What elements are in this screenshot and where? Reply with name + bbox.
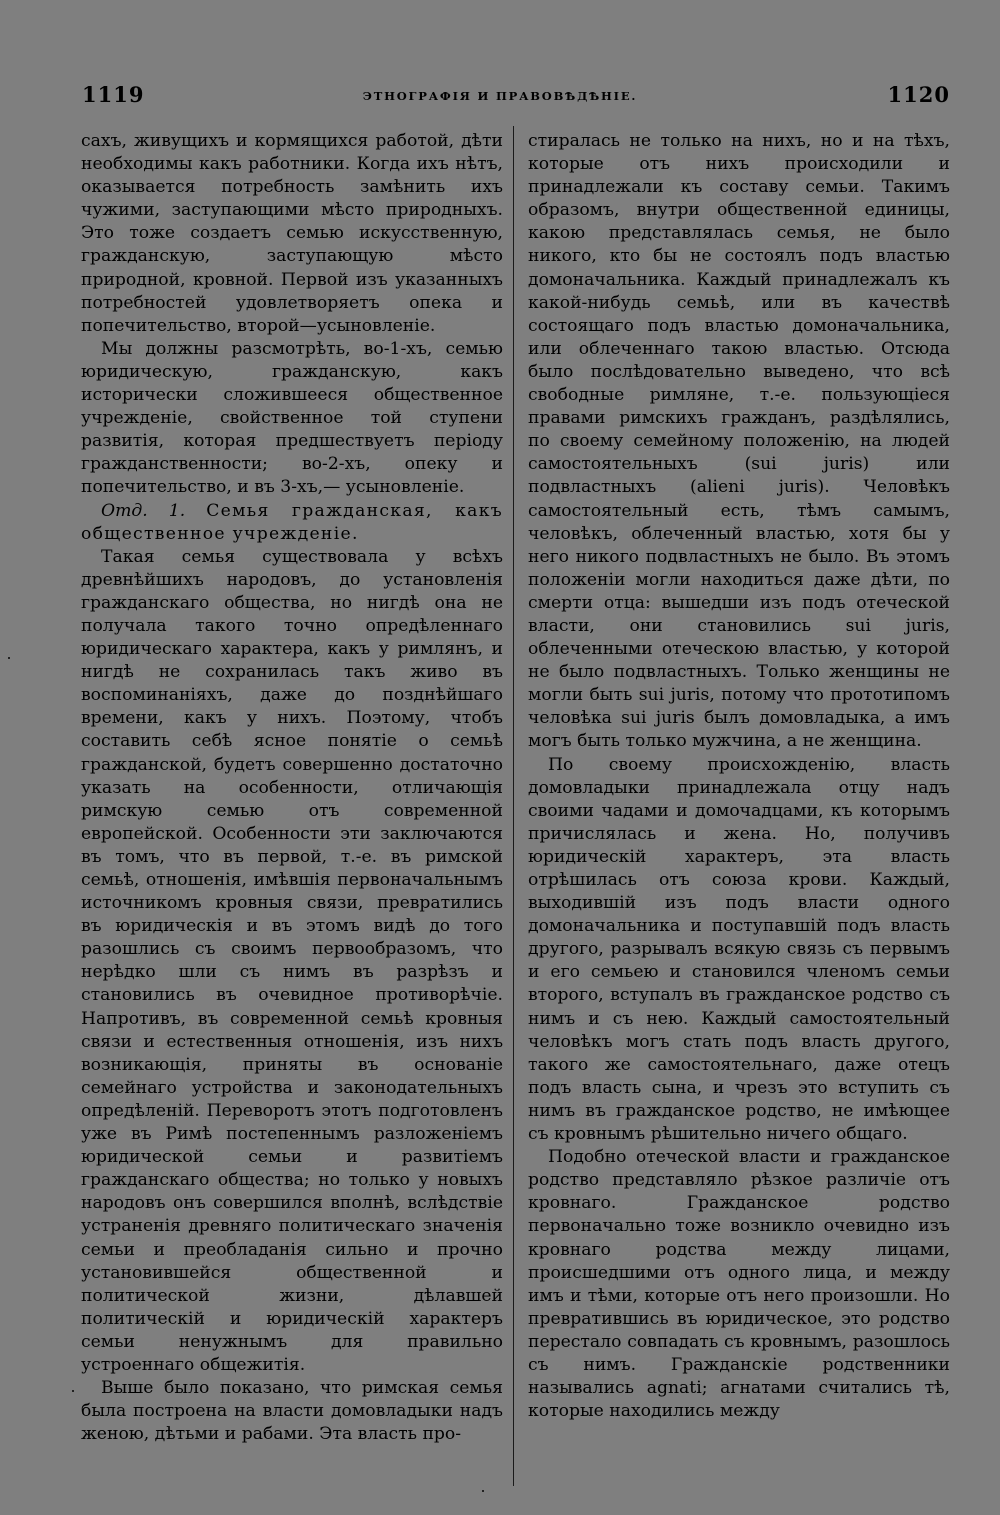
paragraph: стиралась не только на нихъ, но и на тѣхъ, которые отъ нихъ происходили и принадлежали къ составу семьи. Такимъ образомъ, внутри общественной единицы, какою представлялась семья, не было никого, кто бы не состоялъ подъ властью домоначальника. Каждый принадлежалъ къ какой-нибудь семьѣ, или въ качествѣ состоящаго подъ властью домоначальника, или облеченнаго такою властью. Отсюда было послѣдовательно выведено, что всѣ свободные римляне, т.-е. пользующіеся правами римскихъ гражданъ, раздѣлялись, по своему семейному положенію, на людей самостоятельныхъ (sui juris) или подвластныхъ (alieni juris). Человѣкъ самостоятельный есть, тѣмъ самымъ, человѣкъ, облеченный властью, хотя бы у него никого подвластныхъ не было. Въ этомъ положеніи могли находиться даже дѣти, по смерти отца: вышедши изъ подъ отеческой власти, они становились sui juris, облеченными отеческою властью, у которой не было подвластныхъ. Только женщины не могли быть sui juris, потому что прототипомъ человѣка sui juris былъ домовладыка, а имъ могъ быть только мужчина, а не женщина. [528,131,950,752]
page-number-right: 1120 [887,82,950,107]
section-heading [81,500,503,546]
paragraph: Подобно отеческой власти и гражданское родство представляло рѣзкое различіе отъ кровнаго. Гражданское родство первоначально тоже возникло очевидно изъ кровнаго родства между лицами, происшедшими отъ одного лица, и между имъ и тѣми, которые отъ него произошли. Но превратившись въ юридическое, это родство перестало совпадать съ кровнымъ, разошлось съ нимъ. Гражданскіе родственники назывались agnati; агнатами считались тѣ, которые находились между [528,1147,950,1422]
paragraph: Выше было показано, что римская семья была построена на власти домовладыки надъ женою, дѣтьми и рабами. Эта власть про- [81,1378,503,1445]
paragraph: Такая семья существовала у всѣхъ древнѣйшихъ народовъ, до установленія гражданскаго общества, но нигдѣ она не получала такого точно опредѣленнаго юридическаго характера, какъ у римлянъ, и нигдѣ не сохранилась такъ живо въ воспоминаніяхъ, даже до позднѣйшаго времени, какъ у нихъ. Поэтому, чтобъ составить себѣ ясное понятіе о семьѣ гражданской, будетъ совершенно достаточно указать на особенности, отличающія римскую семью отъ современной европейской. Особенности эти заключаются въ томъ, что въ первой, т.-е. въ римской семьѣ, отношенія, имѣвшія первоначальнымъ источникомъ кровныя связи, превратились въ юридическія и въ этомъ видѣ до того разошлись съ своимъ первообразомъ, что нерѣдко шли съ нимъ въ разрѣзъ и становились въ очевидное противорѣчіе. Напротивъ, въ современной семьѣ кровныя связи и естественныя отношенія, изъ нихъ возникающія, приняты въ основаніе семейнаго устройства и законодательныхъ опредѣленій. Переворотъ этотъ подготовленъ уже въ Римѣ постепеннымъ разложеніемъ юридической семьи и развитіемъ гражданскаго общества; но только у новыхъ народовъ онъ совершился вполнѣ, вслѣдствіе устраненія древняго политическаго значенія семьи и преобладанія сильно и прочно установившейся общественной и политической жизни, дѣлавшей политическій и юридическій характеръ семьи ненужнымъ для правильно устроеннаго общежитія. [81,546,503,1375]
left-column [81,130,503,1465]
paragraph: По своему происхожденію, власть домовладыки принадлежала отцу надъ своими чадами и домочадцами, къ которымъ причислялась и жена. Но, получивъ юридическій характеръ, эта власть отрѣшилась отъ союза крови. Каждый, выходившій изъ подъ власти одного домоначальника и поступавшій подъ власть другого, разрывалъ всякую связь съ первымъ и его семьею и становился членомъ семьи второго, вступалъ въ гражданское родство съ нимъ и съ нею. Каждый самостоятельный человѣкъ могъ стать подъ власть другого, такого же самостоятельнаго, даже отецъ подъ власть сына, и чрезъ это вступить съ нимъ въ гражданское родство, не имѣющее съ кровнымъ рѣшительно ничего общаго. [528,754,950,1145]
right-column [528,130,950,1465]
page-header [0,82,1000,112]
page-number-left: 1119 [82,82,145,107]
section-label: Отд. 1. [101,500,186,521]
margin-speck [8,657,10,659]
margin-speck [72,1390,74,1392]
section-title: Семья гражданская, какъ общественное учрежденіе. [81,500,503,544]
paragraph: Мы должны разсмотрѣть, во-1-хъ, семью юридическую, гражданскую, какъ исторически сложившееся общественное учрежденіе, свойственное той ступени развитія, которая предшествуетъ періоду гражданственности; во-2-хъ, опеку и попечительство, и въ 3-хъ,— усыновленіе. [81,338,503,498]
column-divider [513,126,514,1486]
running-title: ЭТНОГРАФІЯ И ПРАВОВѢДѢНІЕ. [362,89,638,103]
margin-speck [482,1490,484,1492]
paragraph: сахъ, живущихъ и кормящихся работой, дѣти необходимы какъ работники. Когда ихъ нѣтъ, оказывается потребность замѣнить ихъ чужими, заступающими мѣсто природныхъ. Это тоже создаетъ семью искусственную, гражданскую, заступающую мѣсто природной, кровной. Первой изъ указанныхъ потребностей удовлетворяетъ опека и попечительство, второй—усыновленіе. [81,131,503,336]
